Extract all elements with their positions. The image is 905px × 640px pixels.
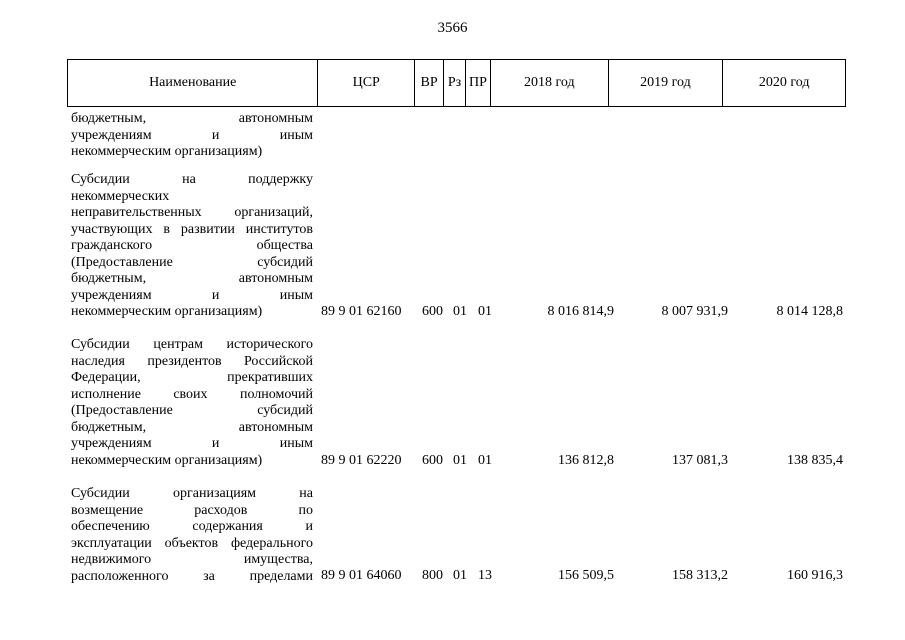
- row-0-line-2: некоммерческим организациям): [71, 144, 263, 159]
- row-3-rz: 01: [453, 568, 467, 583]
- row-1-line-1: некоммерческих: [71, 188, 170, 204]
- row-2-line-7: некоммерческим организациям): [71, 452, 263, 468]
- header-2020: 2020 год: [758, 75, 810, 90]
- row-2-line-2: Федерации, прекративших: [71, 370, 313, 385]
- row-2-line-4: (Предоставление субсидий: [71, 403, 313, 418]
- row-3-line-0: Субсидии организациям на: [71, 486, 313, 501]
- row-1-name: [71, 172, 313, 321]
- row-2-line-0: Субсидии центрам исторического: [71, 337, 313, 352]
- row-2-line-3: исполнение своих полномочий: [71, 386, 313, 402]
- row-0-line-0: бюджетным, автономным: [71, 111, 313, 126]
- row-3-2018: 156 509,5: [558, 568, 614, 583]
- row-2-line-5: бюджетным, автономным: [71, 419, 313, 435]
- row-3-2020: 160 916,3: [787, 568, 843, 583]
- row-1-rz: 01: [453, 304, 467, 319]
- header-vr: ВР: [415, 60, 444, 106]
- table-header: [67, 59, 846, 107]
- row-2-2020: 138 835,4: [787, 453, 843, 468]
- row-3-2019: 158 313,2: [672, 568, 728, 583]
- page-number: 3566: [437, 20, 468, 36]
- row-2-line-6: учреждениям и иным: [71, 436, 313, 451]
- row-3-vr: 800: [422, 568, 443, 583]
- row-2-rz: 01: [453, 453, 467, 468]
- header-2018: 2018 год: [491, 60, 609, 106]
- row-1-line-4: гражданского общества: [71, 238, 313, 253]
- header-name: Наименование: [68, 60, 318, 106]
- row-2-vr: 600: [422, 453, 443, 468]
- row-0-line-1: учреждениям и иным: [71, 127, 313, 143]
- row-3-name: [71, 486, 313, 585]
- row-2-2018: 136 812,8: [558, 453, 614, 468]
- row-2-2019: 137 081,3: [672, 453, 728, 468]
- row-3-line-1: возмещение расходов по: [71, 502, 313, 518]
- header-pr: ПР: [466, 60, 491, 106]
- row-1-2018: 8 016 814,9: [547, 304, 614, 319]
- row-1-csr: 89 9 01 62160: [321, 304, 402, 319]
- row-1-2019: 8 007 931,9: [661, 304, 728, 319]
- row-1-line-5: (Предоставление субсидий: [71, 254, 313, 270]
- row-1-line-0: Субсидии на поддержку: [71, 172, 313, 187]
- row-0-name: [71, 111, 313, 161]
- row-3-pr: 13: [478, 568, 492, 583]
- row-1-line-7: учреждениям и иным: [71, 287, 313, 303]
- row-2-pr: 01: [478, 453, 492, 468]
- row-1-pr: 01: [478, 304, 492, 319]
- row-3-line-3: эксплуатации объектов федерального: [71, 535, 313, 551]
- row-1-line-2: неправительственных организаций,: [71, 205, 313, 220]
- row-3-csr: 89 9 01 64060: [321, 568, 402, 583]
- row-2-line-1: наследия президентов Российской: [71, 353, 313, 369]
- row-3-line-5: расположенного за пределами: [71, 568, 313, 584]
- row-3-line-4: недвижимого имущества,: [71, 552, 313, 567]
- row-1-line-3: участвующих в развитии институтов: [71, 221, 313, 237]
- row-1-2020: 8 014 128,8: [776, 304, 843, 319]
- row-1-vr: 600: [422, 304, 443, 319]
- header-rz: Рз: [444, 60, 466, 106]
- row-1-line-6: бюджетным, автономным: [71, 271, 313, 286]
- row-3-line-2: обеспечению содержания и: [71, 519, 313, 534]
- row-2-name: [71, 337, 313, 469]
- row-2-csr: 89 9 01 62220: [321, 453, 402, 468]
- header-2019: 2019 год: [609, 60, 724, 106]
- header-csr: ЦСР: [318, 60, 415, 106]
- row-1-line-8: некоммерческим организациям): [71, 304, 263, 319]
